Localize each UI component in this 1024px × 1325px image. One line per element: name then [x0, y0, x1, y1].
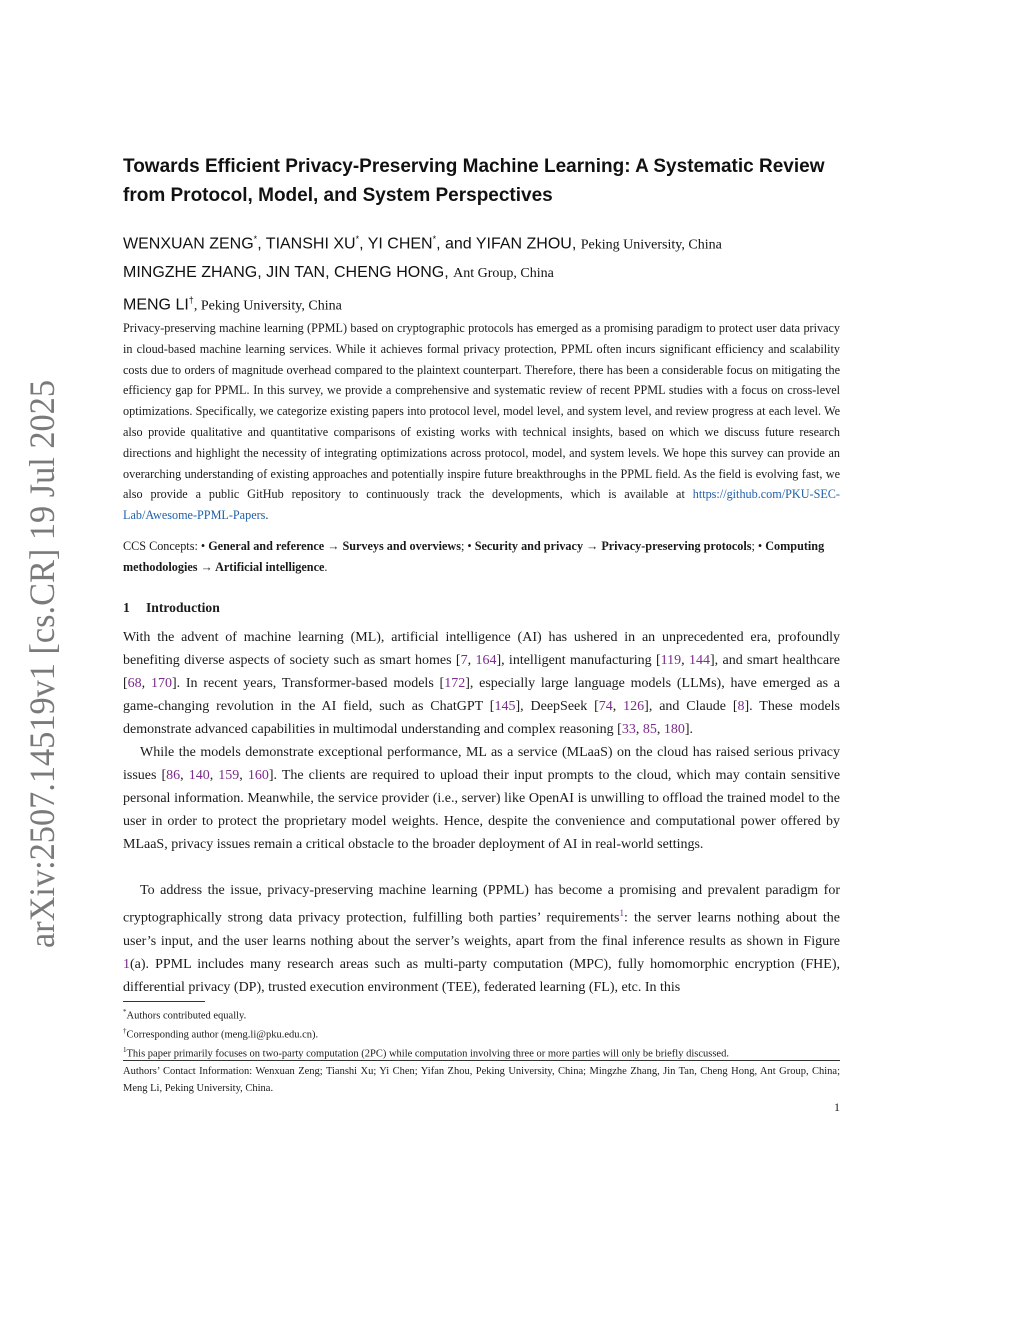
intro-paragraph-3: To address the issue, privacy-preserving machine learning (PPML) has become a promising and prevalent paradigm for cryptographically strong data privacy protection, fulfilling both parties’ requirements$^1$: the server learns nothing about the user’s input, and the user learns nothing about the server’s weights, apart from the final inference results as shown in Figure 1(a). PPML includes many research areas such as multi-party computation (MPC), fully homomorphic encryption (FHE), differential privacy (DP), trusted execution environment (TEE), federated learning (FL), etc. In this: [123, 883, 840, 995]
intro-paragraph-2: While the models demonstrate exceptional performance, ML as a service (MLaaS) on the cloud has raised serious privacy issues [86, 140, 159, 160]. The clients are required to upload their input prompts to the cloud, which may contain sensitive personal information. Meanwhile, the service provider (i.e., server) like OpenAI is unwilling to offload the trained model to the user in order to protect the proprietary model weights. Hence, despite the convenience and computational power offered by MLaaS, privacy issues remain a critical obstacle to the broader deployment of AI in real-world settings.: [123, 745, 841, 852]
section-title: Introduction: [146, 600, 220, 615]
contact-divider: [123, 1060, 840, 1061]
paper-title: [123, 152, 840, 210]
arxiv-stamp: [20, 378, 64, 950]
github-link[interactable]: https://github.com/PKU-SEC-Lab/Awesome-PPML-Papers: [123, 487, 840, 523]
footnote-3: $^1$This paper primarily focuses on two-party computation (2PC) while computation involving three or more parties will only be briefly discussed.: [123, 1046, 729, 1060]
ccs-concepts: CCS Concepts: • General and reference → Surveys and overviews; • Security and privacy → Privacy-preserving protocols; • Computing methodologies → Artificial intelligence.: [123, 539, 825, 574]
title-line-2: from Protocol, Model, and System Perspectives: [123, 185, 553, 206]
footnote-ref: 1: [619, 908, 624, 918]
footnote-1: *Authors contributed equally.: [123, 1008, 247, 1022]
footnotes: [123, 1005, 840, 1062]
intro-paragraph-1: With the advent of machine learning (ML), artificial intelligence (AI) has ushered in an unprecedented era, profoundly benefiting diverse aspects of society such as smart homes [7, 164], intelligent manufacturing [119, 144], and smart healthcare [68, 170]. In recent years, Transformer-based models [172], especially large language models (LLMs), have emerged as a game-changing revolution in the AI field, such as ChatGPT [145], DeepSeek [74, 126], and Claude [8]. These models demonstrate advanced capabilities in multimodal understanding and complex reasoning [33, 85, 180].: [123, 630, 841, 737]
affiliation-peking: Peking University, China: [580, 237, 722, 253]
footnote-divider: [123, 1001, 205, 1002]
figure-ref: 1: [123, 956, 130, 972]
page-number: 1: [834, 1100, 840, 1114]
section-number: 1: [123, 600, 130, 615]
author-contact-info: Authors’ Contact Information: Wenxuan Zeng; Tianshi Xu; Yi Chen; Yifan Zhou, Peking University, China; Mingzhe Zhang, Jin Tan, Cheng Hong, Ant Group, China; Meng Li, Peking University, China.: [123, 1066, 840, 1094]
abstract: Privacy-preserving machine learning (PPML) based on cryptographic protocols has emerged as a promising paradigm to protect user data privacy in cloud-based machine learning services. While it achieves formal privacy protection, PPML often incurs significant efficiency and scalability costs due to orders of magnitude overhead compared to the plaintext counterpart. Therefore, there has been a considerable focus on mitigating the efficiency gap for PPML. In this survey, we provide a comprehensive and systematic review of recent PPML studies with a focus on cross-level optimizations. Specifically, we categorize existing papers into protocol level, model level, and system level, and review progress at each level. We also provide qualitative and quantitative comparisons of existing works with technical insights, based on which we discuss future research directions and highlight the necessity of integrating optimizations across protocol, model, and system levels. We hope this survey can provide an overarching understanding of existing approaches and potentially inspire future breakthroughs in the PPML field. As the field is evolving fast, we also provide a public GitHub repository to continuously track the developments, which is available at https://github.com/PKU-SEC-Lab/Awesome-PPML-Papers.: [123, 321, 840, 523]
section-heading: [123, 600, 840, 616]
author-line-2: MINGZHE ZHANG, JIN TAN, CHENG HONG, Ant Group, China: [123, 263, 554, 281]
author-line-1: WENXUAN ZENG*, TIANSHI XU*, YI CHEN*, and YIFAN ZHOU, Peking University, China: [123, 234, 722, 253]
arxiv-stamp-text: arXiv:2507.14519v1 [cs.CR] 19 Jul 2025: [22, 378, 62, 948]
title-line-1: Towards Efficient Privacy-Preserving Machine Learning: A Systematic Review: [123, 156, 825, 177]
footnote-2: †Corresponding author (meng.li@pku.edu.cn).: [123, 1027, 319, 1041]
author-block: [123, 226, 840, 320]
affiliation-ant: Ant Group, China: [453, 265, 554, 281]
author-line-3: MENG LI†, Peking University, China: [123, 295, 342, 314]
